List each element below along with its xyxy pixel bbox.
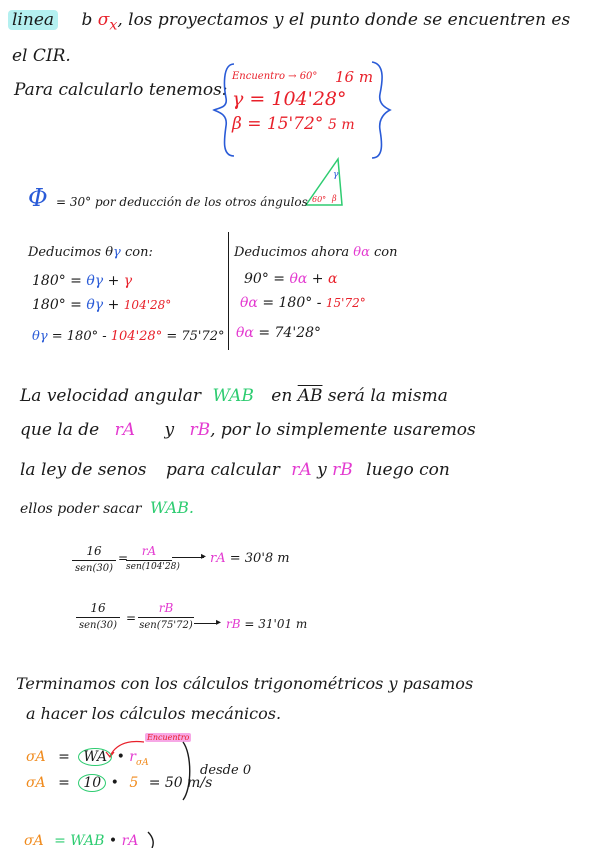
para-l3-c: y: [317, 460, 327, 480]
para-line-4: [20, 500, 194, 516]
sine2-den2: sen(75'72): [139, 620, 193, 632]
sine1-num1: 16: [86, 544, 102, 558]
right-eq2-c: 15'72°: [325, 296, 366, 310]
left-eq2-a: 180° =: [32, 297, 82, 313]
left-col-title: [28, 246, 153, 259]
sine1-res: = 30'8 m: [229, 551, 290, 566]
len-5: 5 m: [328, 117, 355, 133]
para-l1-a: La velocidad angular: [20, 386, 202, 406]
para-l2-b: y: [164, 420, 175, 440]
sine1-res-sym: rA: [210, 551, 226, 566]
sine2-res-sym: rB: [226, 617, 241, 631]
para-l2-rb: rB: [189, 420, 211, 440]
encuentro-tag-text: Encuentro: [147, 733, 190, 742]
right-eq1-d: α: [327, 271, 338, 287]
mech-row-1: [26, 748, 149, 768]
para-line-1: [20, 388, 448, 405]
left-eq-3: [32, 330, 225, 343]
para-l2-c: , por lo simplemente usaremos: [210, 420, 476, 440]
left-eq3-b: = 180° -: [51, 329, 107, 344]
para-l1-ab: $\overline{AB}$: [297, 386, 323, 406]
right-eq-3: [236, 326, 321, 340]
para-l1-b: en: [271, 386, 293, 406]
mech-r1-b: =: [58, 749, 70, 765]
right-eq1-b: θα: [289, 271, 308, 287]
left-title-end: con:: [120, 245, 153, 260]
left-eq1-c: +: [107, 273, 120, 289]
mech-r1-a: σA: [26, 749, 46, 765]
left-eq2-c: +: [107, 297, 120, 313]
beta-value: β = 15'72°: [232, 114, 324, 134]
sine1-frac-right: [126, 544, 180, 573]
right-title-text: Deducimos ahora: [234, 245, 350, 260]
mech-row-3: [24, 834, 138, 848]
encuentro-label: Encuentro → 60°: [232, 71, 318, 82]
mech-r1-r: r: [129, 749, 136, 765]
para-line-2: [20, 422, 476, 439]
left-eq3-c: 104'28°: [110, 329, 163, 344]
left-eq-1: [32, 274, 132, 288]
mech-side-note: desde 0: [200, 763, 252, 778]
sine1-num2: rA: [141, 544, 157, 558]
mech-r2-a: σA: [26, 775, 46, 791]
para-l3-b: para calcular: [165, 460, 280, 480]
sine2-res: = 31'01 m: [244, 617, 308, 631]
sine2-frac-right: [138, 602, 194, 631]
right-eq2-b: = 180° -: [262, 295, 322, 311]
sine2-arrow: [194, 623, 218, 624]
sine2-frac-left: [76, 602, 120, 631]
para-line-3: [20, 462, 450, 479]
sine1-arrowhead: ▸: [201, 551, 207, 562]
sine1-arrow: [172, 557, 204, 558]
mech-r1-rsub: σA: [136, 757, 149, 768]
right-eq-1: [244, 272, 337, 286]
left-eq1-a: 180° =: [32, 273, 82, 289]
mech-r2-c: •: [110, 775, 119, 791]
ending-line-2: a hacer los cálculos mecánicos.: [26, 704, 282, 723]
mech-r3-b: = WAB: [54, 833, 105, 849]
left-eq2-d: 104'28°: [123, 298, 172, 312]
mech-r2-v: 10: [78, 774, 106, 792]
line1-rest: , los proyectamos y el punto donde se encuentren es: [117, 10, 571, 30]
mech-brace: [180, 740, 196, 802]
right-title-end: con: [374, 245, 398, 260]
right-title-sym: θα: [353, 245, 370, 260]
sine2-num1: 16: [90, 601, 106, 615]
phi-symbol: Φ: [28, 184, 48, 212]
left-eq1-d: γ: [123, 273, 133, 289]
mech-r3-d: rA: [121, 833, 139, 849]
gamma-value: γ = 104'28°: [232, 88, 347, 110]
right-eq1-a: 90° =: [244, 271, 285, 287]
sine2-result: [226, 618, 307, 630]
left-eq2-b: θγ: [86, 297, 104, 313]
sigma-x-symbol: $\sigma_x$: [97, 10, 118, 34]
len-16: 16 m: [335, 68, 374, 86]
para-l4-w: WAB.: [149, 498, 194, 517]
para-l1-w: WAB: [212, 386, 254, 406]
mech-r3-a: σA: [24, 833, 44, 849]
mech-r1-w: WA: [78, 748, 112, 766]
sine1-den1: sen(30): [74, 563, 114, 575]
sine1-result: [210, 552, 290, 565]
left-title-sub: γ: [113, 245, 121, 260]
sine2-eq: =: [126, 611, 137, 625]
para-l3-rb: rB: [332, 460, 353, 480]
para-l2-ra: rA: [114, 420, 136, 440]
sigma-sub: x: [109, 17, 118, 34]
left-eq1-b: θγ: [86, 273, 104, 289]
line-1: [8, 12, 570, 33]
calc-intro: Para calcularlo tenemos:: [14, 80, 228, 100]
left-eq-2: [32, 298, 171, 312]
triangle-angle-top: γ: [333, 170, 339, 180]
para-l1-c: será la misma: [327, 386, 448, 406]
right-eq3-a: θα: [236, 325, 254, 341]
sine1-frac-left: [72, 545, 116, 574]
mech-r2-b: =: [58, 775, 70, 791]
line1-word: b: [81, 10, 93, 30]
sine1-den2: sen(104'28): [126, 562, 180, 573]
left-title-text: Deducimos θ: [28, 245, 114, 260]
triangle-angle-bottom: 60°: [312, 195, 327, 204]
right-col-title: [234, 246, 398, 259]
highlight-linea: linea: [8, 10, 58, 30]
sine2-num2: rB: [158, 601, 174, 615]
phi-text: = 30° por deducción de los otros ángulos: [56, 195, 308, 209]
right-eq1-c: +: [311, 271, 324, 287]
right-eq2-a: θα: [240, 295, 258, 311]
mech-r3-c: •: [108, 833, 118, 849]
line-2: el CIR.: [12, 46, 71, 66]
para-l4-a: ellos poder sacar: [20, 501, 142, 517]
column-divider: [228, 232, 229, 350]
para-l3-a: la ley de senos: [20, 460, 147, 480]
right-eq-2: [240, 296, 366, 310]
mech-r2-d: 5: [129, 775, 139, 791]
para-l3-ra: rA: [291, 460, 312, 480]
mech-brace-2: [146, 830, 158, 848]
para-l2-a: que la de: [20, 420, 100, 440]
mech-r2-e: = 50 m/s: [148, 775, 213, 791]
sine1-eq: =: [118, 551, 129, 565]
sine2-arrowhead: ▸: [216, 617, 222, 628]
mech-r1-c: •: [116, 749, 125, 765]
left-eq3-a: θγ: [32, 329, 48, 344]
ending-line-1: Terminamos con los cálculos trigonométricos y pasamos: [16, 674, 474, 693]
sine2-den1: sen(30): [78, 620, 118, 632]
right-eq3-b: = 74'28°: [258, 325, 322, 341]
para-l3-d: luego con: [366, 460, 450, 480]
left-eq3-d: = 75'72°: [166, 329, 225, 344]
triangle-angle-right: β: [332, 194, 337, 203]
